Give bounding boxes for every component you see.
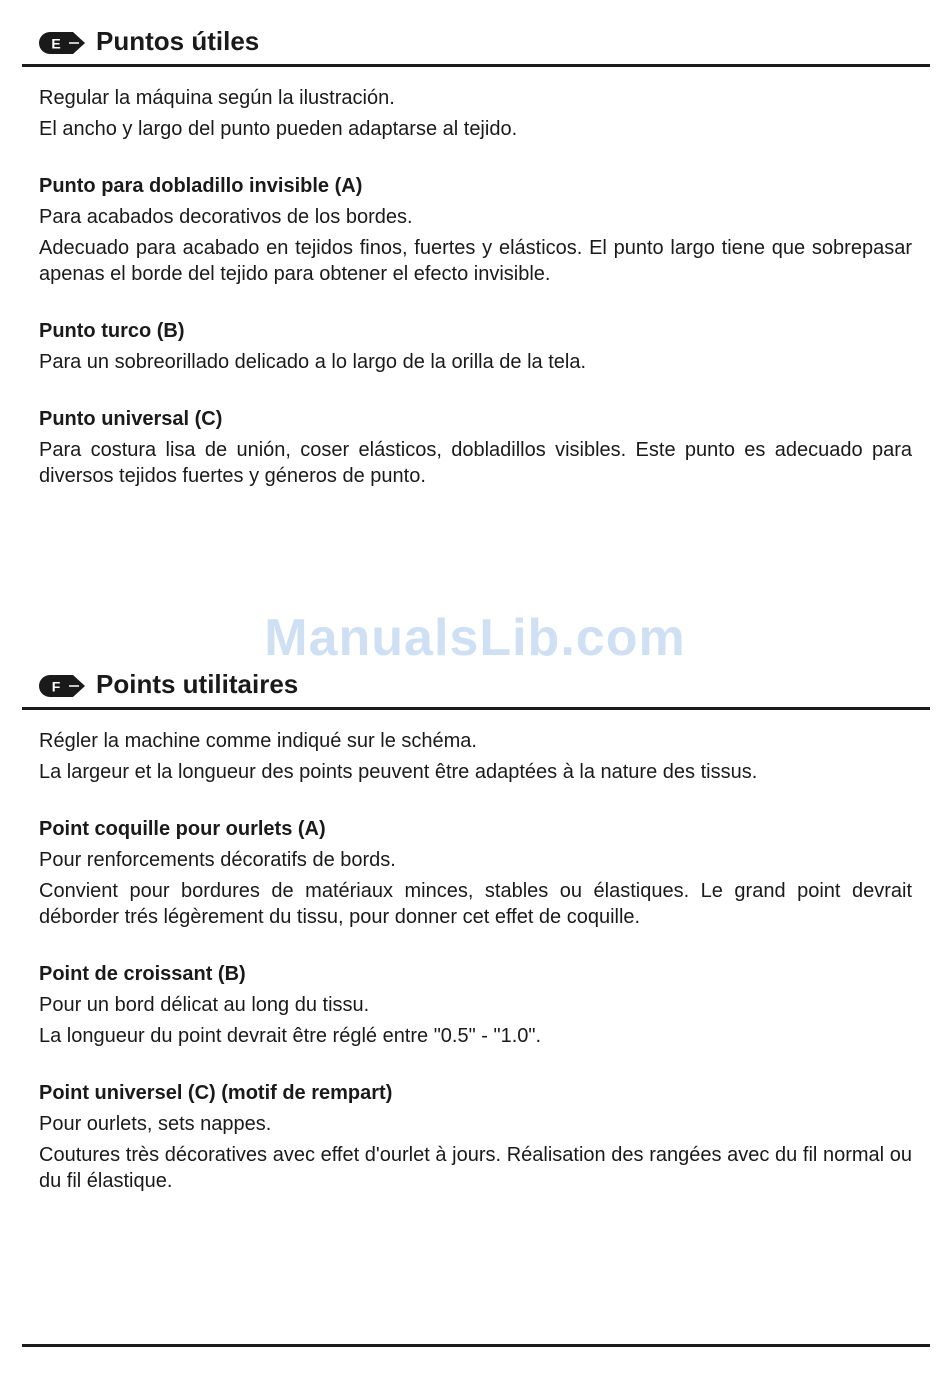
intro-line: Regular la máquina según la ilustración. [39,87,395,109]
item-text: La longueur du point devrait être réglé entre "0.5" - "1.0". [39,1025,542,1047]
language-badge-french [39,675,85,697]
section-header-french [22,663,930,710]
item-heading: Punto turco (B) [39,320,185,342]
item-text: Para un sobreorillado delicado a lo largo de la orilla de la tela. [39,351,587,373]
intro-line: La largeur et la longueur des points peuvent être adaptées à la nature des tissus. [39,761,758,783]
item-heading: Point de croissant (B) [39,963,246,985]
language-badge-spanish [39,32,85,54]
intro-line: Régler la machine comme indiqué sur le schéma. [39,730,477,752]
intro-line: El ancho y largo del punto pueden adaptarse al tejido. [39,118,518,140]
item-heading: Point universel (C) (motif de rempart) [39,1082,393,1104]
watermark: ManualsLib.com [264,609,686,667]
section-body-french [39,728,912,1199]
item-heading: Punto universal (C) [39,408,223,430]
item-text: Para acabados decorativos de los bordes. [39,206,413,228]
item-text: Para costura lisa de unión, coser elásticos, dobladillos visibles. Este punto es adecuado para diversos tejidos fuertes y géneros de punto. [39,439,912,487]
item-text: Pour ourlets, sets nappes. [39,1113,272,1135]
item-text: Pour un bord délicat au long du tissu. [39,994,370,1016]
item-text: Adecuado para acabado en tejidos finos, fuertes y elásticos. El punto largo tiene que sobrepasar apenas el borde del tejido para obtener el efecto invisible. [39,237,912,285]
footer-rule [22,1344,930,1347]
item-text: Coutures très décoratives avec effet d'ourlet à jours. Réalisation des rangées avec du fil normal ou du fil élastique. [39,1144,912,1192]
badge-letter: F [51,678,61,695]
item-text: Pour renforcements décoratifs de bords. [39,849,396,871]
section-title: Points utilitaires [96,669,299,699]
section-body-spanish [39,85,912,494]
item-heading: Punto para dobladillo invisible (A) [39,175,363,197]
section-title: Puntos útiles [96,26,260,56]
badge-letter: E [51,35,61,52]
item-text: Convient pour bordures de matériaux minces, stables ou élastiques. Le grand point devrait déborder trés légèrement du tissu, pour donner cet effet de coquille. [39,880,912,928]
section-header-spanish [22,20,930,67]
item-heading: Point coquille pour ourlets (A) [39,818,326,840]
